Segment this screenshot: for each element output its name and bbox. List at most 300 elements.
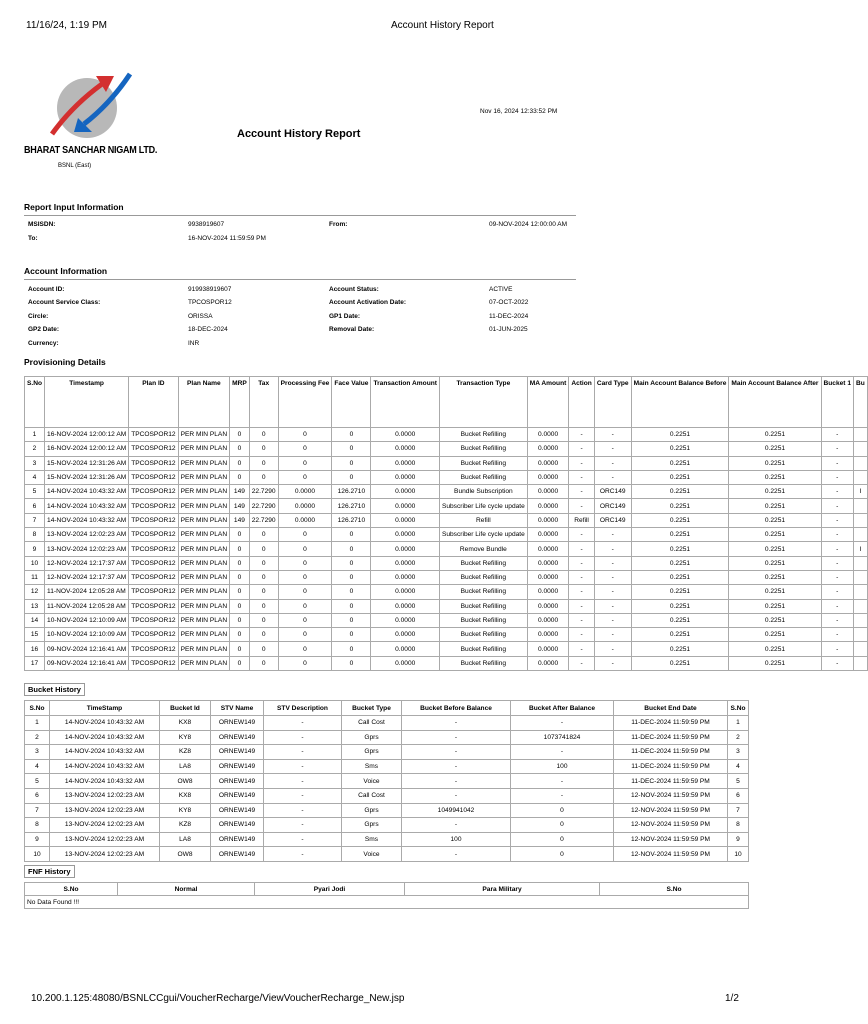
- table-row: [25, 896, 749, 909]
- table-cell: 14-NOV-2024 10:43:32 AM: [45, 513, 129, 527]
- table-cell: 11-DEC-2024 11:59:59 PM: [614, 730, 728, 745]
- table-cell: -: [569, 656, 595, 670]
- currency-value: INR: [188, 340, 200, 347]
- table-cell: 0: [278, 613, 332, 627]
- table-cell: 0: [278, 599, 332, 613]
- table-cell: OW8: [160, 774, 211, 789]
- table-cell: 149: [230, 513, 250, 527]
- table-cell: 0: [278, 656, 332, 670]
- table-cell: 100: [511, 759, 614, 774]
- table-cell: Bucket Refilling: [439, 642, 527, 656]
- column-header: Plan Name: [178, 377, 230, 428]
- table-cell: 0.2251: [631, 485, 729, 499]
- table-cell: TPCOSPOR12: [129, 556, 178, 570]
- table-cell: 10: [25, 847, 50, 862]
- table-cell: 0: [278, 528, 332, 542]
- table-cell: ORNEW149: [211, 847, 264, 862]
- table-cell: [854, 656, 868, 670]
- table-cell: 17: [25, 656, 45, 670]
- table-row: [25, 788, 749, 803]
- table-cell: 0.0000: [371, 628, 440, 642]
- table-cell: TPCOSPOR12: [129, 456, 178, 470]
- msisdn-value: 9938919607: [188, 221, 225, 228]
- table-cell: 0: [230, 442, 250, 456]
- table-cell: 09-NOV-2024 12:16:41 AM: [45, 656, 129, 670]
- table-cell: 0: [249, 528, 278, 542]
- table-cell: -: [821, 442, 854, 456]
- table-cell: 0: [230, 656, 250, 670]
- column-header: Bucket 1: [821, 377, 854, 428]
- table-cell: 3: [25, 456, 45, 470]
- table-cell: 0: [332, 556, 371, 570]
- table-cell: 0: [230, 570, 250, 584]
- table-cell: 0.0000: [527, 642, 569, 656]
- table-row: [25, 499, 868, 513]
- table-row: [25, 585, 868, 599]
- table-cell: 0: [278, 456, 332, 470]
- table-cell: 0: [278, 585, 332, 599]
- table-cell: 0.0000: [371, 499, 440, 513]
- table-cell: 14-NOV-2024 10:43:32 AM: [50, 716, 160, 731]
- table-cell: 0.0000: [371, 613, 440, 627]
- table-cell: 6: [25, 499, 45, 513]
- table-cell: 0.0000: [278, 485, 332, 499]
- table-cell: 0.2251: [729, 499, 821, 513]
- table-cell: TPCOSPOR12: [129, 428, 178, 442]
- table-cell: 0.0000: [371, 542, 440, 556]
- table-cell: [854, 470, 868, 484]
- column-header: S.No: [25, 377, 45, 428]
- account-status-value: ACTIVE: [489, 286, 513, 293]
- table-cell: 126.2710: [332, 499, 371, 513]
- table-cell: 0.2251: [631, 613, 729, 627]
- table-cell: 0.2251: [631, 642, 729, 656]
- table-cell: PER MIN PLAN: [178, 570, 230, 584]
- table-cell: 0: [230, 628, 250, 642]
- table-cell: 12-NOV-2024 11:59:59 PM: [614, 818, 728, 833]
- column-header: TimeStamp: [50, 701, 160, 716]
- table-cell: -: [821, 570, 854, 584]
- table-cell: -: [594, 556, 631, 570]
- table-cell: 13: [25, 599, 45, 613]
- table-cell: -: [569, 585, 595, 599]
- table-cell: ORNEW149: [211, 788, 264, 803]
- table-cell: TPCOSPOR12: [129, 599, 178, 613]
- table-row: [25, 599, 868, 613]
- table-cell: ORC149: [594, 485, 631, 499]
- table-cell: -: [569, 556, 595, 570]
- table-cell: 0.0000: [371, 428, 440, 442]
- table-row: [25, 570, 868, 584]
- table-cell: -: [511, 774, 614, 789]
- table-cell: 0: [249, 570, 278, 584]
- report-title: Account History Report: [237, 128, 361, 140]
- column-header: Tax: [249, 377, 278, 428]
- table-cell: 0.0000: [527, 585, 569, 599]
- table-cell: 0.2251: [631, 428, 729, 442]
- table-cell: PER MIN PLAN: [178, 585, 230, 599]
- column-header: STV Description: [264, 701, 342, 716]
- no-data-message: No Data Found !!!: [25, 896, 749, 909]
- table-cell: PER MIN PLAN: [178, 499, 230, 513]
- table-cell: -: [594, 599, 631, 613]
- table-cell: 1073741824: [511, 730, 614, 745]
- table-cell: 0.2251: [729, 513, 821, 527]
- table-cell: 0: [230, 599, 250, 613]
- column-header: S.No: [25, 883, 118, 896]
- table-cell: 0.0000: [527, 456, 569, 470]
- table-cell: 0.0000: [527, 442, 569, 456]
- table-cell: -: [264, 730, 342, 745]
- table-cell: TPCOSPOR12: [129, 513, 178, 527]
- table-cell: -: [402, 774, 511, 789]
- table-cell: 0.0000: [371, 556, 440, 570]
- table-cell: -: [264, 716, 342, 731]
- table-cell: 0: [278, 642, 332, 656]
- table-cell: 13-NOV-2024 12:02:23 AM: [50, 818, 160, 833]
- removal-label: Removal Date:: [329, 326, 375, 333]
- table-cell: 14-NOV-2024 10:43:32 AM: [50, 745, 160, 760]
- table-cell: -: [402, 818, 511, 833]
- table-cell: PER MIN PLAN: [178, 442, 230, 456]
- column-header: Bu: [854, 377, 868, 428]
- section-account-info: Account Information: [24, 266, 108, 276]
- table-cell: -: [402, 716, 511, 731]
- table-cell: -: [821, 499, 854, 513]
- table-cell: Bucket Refilling: [439, 428, 527, 442]
- to-value: 16-NOV-2024 11:59:59 PM: [188, 235, 266, 242]
- table-cell: 0: [278, 570, 332, 584]
- table-cell: -: [511, 716, 614, 731]
- activation-label: Account Activation Date:: [329, 299, 407, 306]
- table-cell: 0.0000: [371, 570, 440, 584]
- table-cell: ORNEW149: [211, 818, 264, 833]
- table-cell: -: [511, 745, 614, 760]
- service-class-value: TPCOSPOR12: [188, 299, 232, 306]
- table-cell: 12-NOV-2024 11:59:59 PM: [614, 788, 728, 803]
- table-cell: TPCOSPOR12: [129, 585, 178, 599]
- table-cell: PER MIN PLAN: [178, 513, 230, 527]
- table-cell: 14-NOV-2024 10:43:32 AM: [45, 485, 129, 499]
- table-cell: OW8: [160, 847, 211, 862]
- table-cell: -: [821, 528, 854, 542]
- service-class-label: Account Service Class:: [28, 299, 101, 306]
- table-cell: 0: [230, 613, 250, 627]
- table-cell: 0.0000: [278, 499, 332, 513]
- table-cell: 6: [728, 788, 749, 803]
- table-cell: PER MIN PLAN: [178, 485, 230, 499]
- table-cell: ORNEW149: [211, 774, 264, 789]
- table-row: [25, 456, 868, 470]
- table-cell: 6: [25, 788, 50, 803]
- msisdn-label: MSISDN:: [28, 221, 56, 228]
- table-cell: -: [821, 599, 854, 613]
- table-cell: 7: [25, 803, 50, 818]
- table-cell: -: [264, 803, 342, 818]
- table-cell: -: [264, 818, 342, 833]
- table-cell: TPCOSPOR12: [129, 485, 178, 499]
- table-cell: -: [821, 585, 854, 599]
- table-cell: 0.2251: [729, 599, 821, 613]
- table-cell: Subscriber Life cycle update: [439, 499, 527, 513]
- account-id-value: 919938919607: [188, 286, 232, 293]
- table-cell: Gprs: [342, 803, 402, 818]
- table-cell: 11-DEC-2024 11:59:59 PM: [614, 716, 728, 731]
- table-cell: I: [854, 542, 868, 556]
- column-header: Card Type: [594, 377, 631, 428]
- table-cell: 0.2251: [631, 628, 729, 642]
- table-cell: 0: [249, 542, 278, 556]
- section-provisioning: Provisioning Details: [24, 357, 106, 367]
- table-row: [25, 513, 868, 527]
- table-cell: Voice: [342, 847, 402, 862]
- column-header: Timestamp: [45, 377, 129, 428]
- table-cell: 09-NOV-2024 12:16:41 AM: [45, 642, 129, 656]
- table-cell: 10-NOV-2024 12:10:09 AM: [45, 613, 129, 627]
- table-cell: 0: [332, 570, 371, 584]
- table-cell: 16-NOV-2024 12:00:12 AM: [45, 428, 129, 442]
- table-cell: 0.0000: [527, 528, 569, 542]
- provisioning-table: [24, 376, 868, 671]
- table-row: [25, 542, 868, 556]
- column-header: Action: [569, 377, 595, 428]
- fnf-history-table: [24, 882, 749, 909]
- table-cell: 149: [230, 499, 250, 513]
- from-value: 09-NOV-2024 12:00:00 AM: [489, 221, 568, 228]
- table-cell: 100: [402, 832, 511, 847]
- to-label: To:: [28, 235, 38, 242]
- table-cell: TPCOSPOR12: [129, 613, 178, 627]
- table-cell: 0: [230, 556, 250, 570]
- table-cell: 0: [332, 542, 371, 556]
- table-cell: Remove Bundle: [439, 542, 527, 556]
- column-header: Bucket End Date: [614, 701, 728, 716]
- table-cell: ORNEW149: [211, 745, 264, 760]
- table-cell: PER MIN PLAN: [178, 470, 230, 484]
- table-cell: -: [594, 470, 631, 484]
- table-row: [25, 442, 868, 456]
- table-cell: 0.0000: [527, 470, 569, 484]
- account-id-label: Account ID:: [28, 286, 65, 293]
- table-cell: PER MIN PLAN: [178, 599, 230, 613]
- activation-value: 07-OCT-2022: [489, 299, 529, 306]
- table-cell: 12-NOV-2024 11:59:59 PM: [614, 847, 728, 862]
- table-row: [25, 832, 749, 847]
- from-label: From:: [329, 221, 348, 228]
- bucket-history-table: [24, 700, 749, 862]
- table-row: [25, 716, 749, 731]
- table-cell: ORNEW149: [211, 730, 264, 745]
- table-cell: 0.2251: [729, 485, 821, 499]
- table-cell: 0.2251: [729, 628, 821, 642]
- table-cell: Call Cost: [342, 788, 402, 803]
- table-cell: 0.2251: [729, 470, 821, 484]
- table-cell: ORNEW149: [211, 803, 264, 818]
- table-cell: 0.0000: [371, 485, 440, 499]
- table-cell: 0.2251: [631, 499, 729, 513]
- table-cell: TPCOSPOR12: [129, 570, 178, 584]
- table-cell: 14-NOV-2024 10:43:32 AM: [50, 759, 160, 774]
- table-cell: -: [569, 613, 595, 627]
- table-cell: 13-NOV-2024 12:02:23 AM: [50, 803, 160, 818]
- table-cell: 0: [278, 442, 332, 456]
- table-row: [25, 613, 868, 627]
- table-cell: -: [821, 656, 854, 670]
- table-cell: -: [594, 642, 631, 656]
- table-row: [25, 556, 868, 570]
- column-header: Bucket Type: [342, 701, 402, 716]
- table-cell: -: [821, 613, 854, 627]
- bsnl-logo: [22, 66, 157, 176]
- table-cell: 0.0000: [278, 513, 332, 527]
- table-cell: 10: [728, 847, 749, 862]
- table-cell: 11-DEC-2024 11:59:59 PM: [614, 759, 728, 774]
- table-cell: 7: [25, 513, 45, 527]
- table-cell: -: [569, 456, 595, 470]
- table-cell: PER MIN PLAN: [178, 613, 230, 627]
- table-cell: 12-NOV-2024 11:59:59 PM: [614, 832, 728, 847]
- table-cell: 5: [728, 774, 749, 789]
- table-cell: Bucket Refilling: [439, 628, 527, 642]
- table-cell: TPCOSPOR12: [129, 442, 178, 456]
- report-generated-time: Nov 16, 2024 12:33:52 PM: [480, 108, 558, 115]
- table-cell: -: [569, 442, 595, 456]
- table-cell: PER MIN PLAN: [178, 642, 230, 656]
- table-cell: KY8: [160, 730, 211, 745]
- table-cell: -: [569, 628, 595, 642]
- column-header: S.No: [600, 883, 749, 896]
- table-cell: Refill: [569, 513, 595, 527]
- table-cell: I: [854, 485, 868, 499]
- column-header: MA Amount: [527, 377, 569, 428]
- table-cell: [854, 613, 868, 627]
- table-cell: TPCOSPOR12: [129, 470, 178, 484]
- table-cell: 0: [249, 585, 278, 599]
- table-cell: [854, 456, 868, 470]
- provisioning-header-row: [25, 377, 868, 428]
- table-cell: 13-NOV-2024 12:02:23 AM: [50, 832, 160, 847]
- table-cell: Refill: [439, 513, 527, 527]
- account-status-label: Account Status:: [329, 286, 379, 293]
- column-header: MRP: [230, 377, 250, 428]
- table-cell: -: [821, 542, 854, 556]
- table-row: [25, 745, 749, 760]
- table-cell: Call Cost: [342, 716, 402, 731]
- table-cell: 16: [25, 642, 45, 656]
- table-cell: 12-NOV-2024 11:59:59 PM: [614, 803, 728, 818]
- table-cell: 22.7290: [249, 485, 278, 499]
- table-cell: TPCOSPOR12: [129, 642, 178, 656]
- table-cell: 0: [278, 556, 332, 570]
- table-cell: 126.2710: [332, 485, 371, 499]
- table-cell: [854, 442, 868, 456]
- table-cell: -: [402, 759, 511, 774]
- table-cell: 0: [249, 470, 278, 484]
- table-cell: 0.0000: [371, 442, 440, 456]
- table-cell: 0: [332, 656, 371, 670]
- table-cell: -: [569, 542, 595, 556]
- table-cell: -: [511, 788, 614, 803]
- table-cell: PER MIN PLAN: [178, 628, 230, 642]
- table-cell: 0.2251: [631, 599, 729, 613]
- table-cell: Sms: [342, 832, 402, 847]
- table-cell: 8: [728, 818, 749, 833]
- table-cell: 0.2251: [729, 642, 821, 656]
- table-cell: 0: [511, 847, 614, 862]
- table-cell: Bundle Subscription: [439, 485, 527, 499]
- table-cell: 11-NOV-2024 12:05:28 AM: [45, 585, 129, 599]
- removal-value: 01-JUN-2025: [489, 326, 528, 333]
- table-cell: Subscriber Life cycle update: [439, 528, 527, 542]
- table-cell: [854, 528, 868, 542]
- table-cell: 0.0000: [527, 542, 569, 556]
- table-cell: 3: [25, 745, 50, 760]
- table-cell: PER MIN PLAN: [178, 656, 230, 670]
- table-cell: 0: [278, 542, 332, 556]
- table-cell: 5: [25, 485, 45, 499]
- table-cell: 0: [511, 832, 614, 847]
- table-cell: 1: [25, 716, 50, 731]
- section-bucket-history: Bucket History: [24, 683, 85, 696]
- column-header: Transaction Amount: [371, 377, 440, 428]
- table-cell: 14-NOV-2024 10:43:32 AM: [45, 499, 129, 513]
- table-cell: 9: [25, 542, 45, 556]
- table-cell: [854, 428, 868, 442]
- table-cell: Bucket Refilling: [439, 442, 527, 456]
- table-cell: TPCOSPOR12: [129, 499, 178, 513]
- table-cell: Sms: [342, 759, 402, 774]
- column-header: Bucket After Balance: [511, 701, 614, 716]
- table-cell: 0.2251: [631, 556, 729, 570]
- table-cell: 0: [230, 585, 250, 599]
- footer-url: 10.200.1.125:48080/BSNLCCgui/VoucherRecharge/ViewVoucherRecharge_New.jsp: [31, 993, 405, 1004]
- table-cell: 0.2251: [729, 456, 821, 470]
- table-cell: PER MIN PLAN: [178, 456, 230, 470]
- table-cell: Bucket Refilling: [439, 613, 527, 627]
- table-cell: 0: [511, 818, 614, 833]
- table-cell: [854, 513, 868, 527]
- table-cell: ORC149: [594, 513, 631, 527]
- table-row: [25, 730, 749, 745]
- table-cell: 0: [332, 528, 371, 542]
- table-row: [25, 847, 749, 862]
- table-cell: Gprs: [342, 745, 402, 760]
- table-cell: 11: [25, 570, 45, 584]
- table-cell: 0: [249, 442, 278, 456]
- table-row: [25, 774, 749, 789]
- table-cell: 8: [25, 528, 45, 542]
- table-cell: KX8: [160, 788, 211, 803]
- table-cell: -: [569, 428, 595, 442]
- table-cell: -: [594, 442, 631, 456]
- table-cell: 0: [249, 613, 278, 627]
- table-cell: 0.2251: [729, 556, 821, 570]
- table-cell: -: [821, 428, 854, 442]
- table-cell: KZ8: [160, 818, 211, 833]
- table-cell: -: [594, 628, 631, 642]
- table-cell: 0.2251: [729, 570, 821, 584]
- table-cell: TPCOSPOR12: [129, 528, 178, 542]
- table-cell: 0.0000: [527, 513, 569, 527]
- table-cell: 1049941042: [402, 803, 511, 818]
- table-cell: 0: [332, 456, 371, 470]
- table-cell: 0.2251: [631, 456, 729, 470]
- table-cell: Bucket Refilling: [439, 456, 527, 470]
- table-cell: Bucket Refilling: [439, 470, 527, 484]
- table-cell: [854, 585, 868, 599]
- table-cell: 2: [25, 442, 45, 456]
- table-cell: PER MIN PLAN: [178, 556, 230, 570]
